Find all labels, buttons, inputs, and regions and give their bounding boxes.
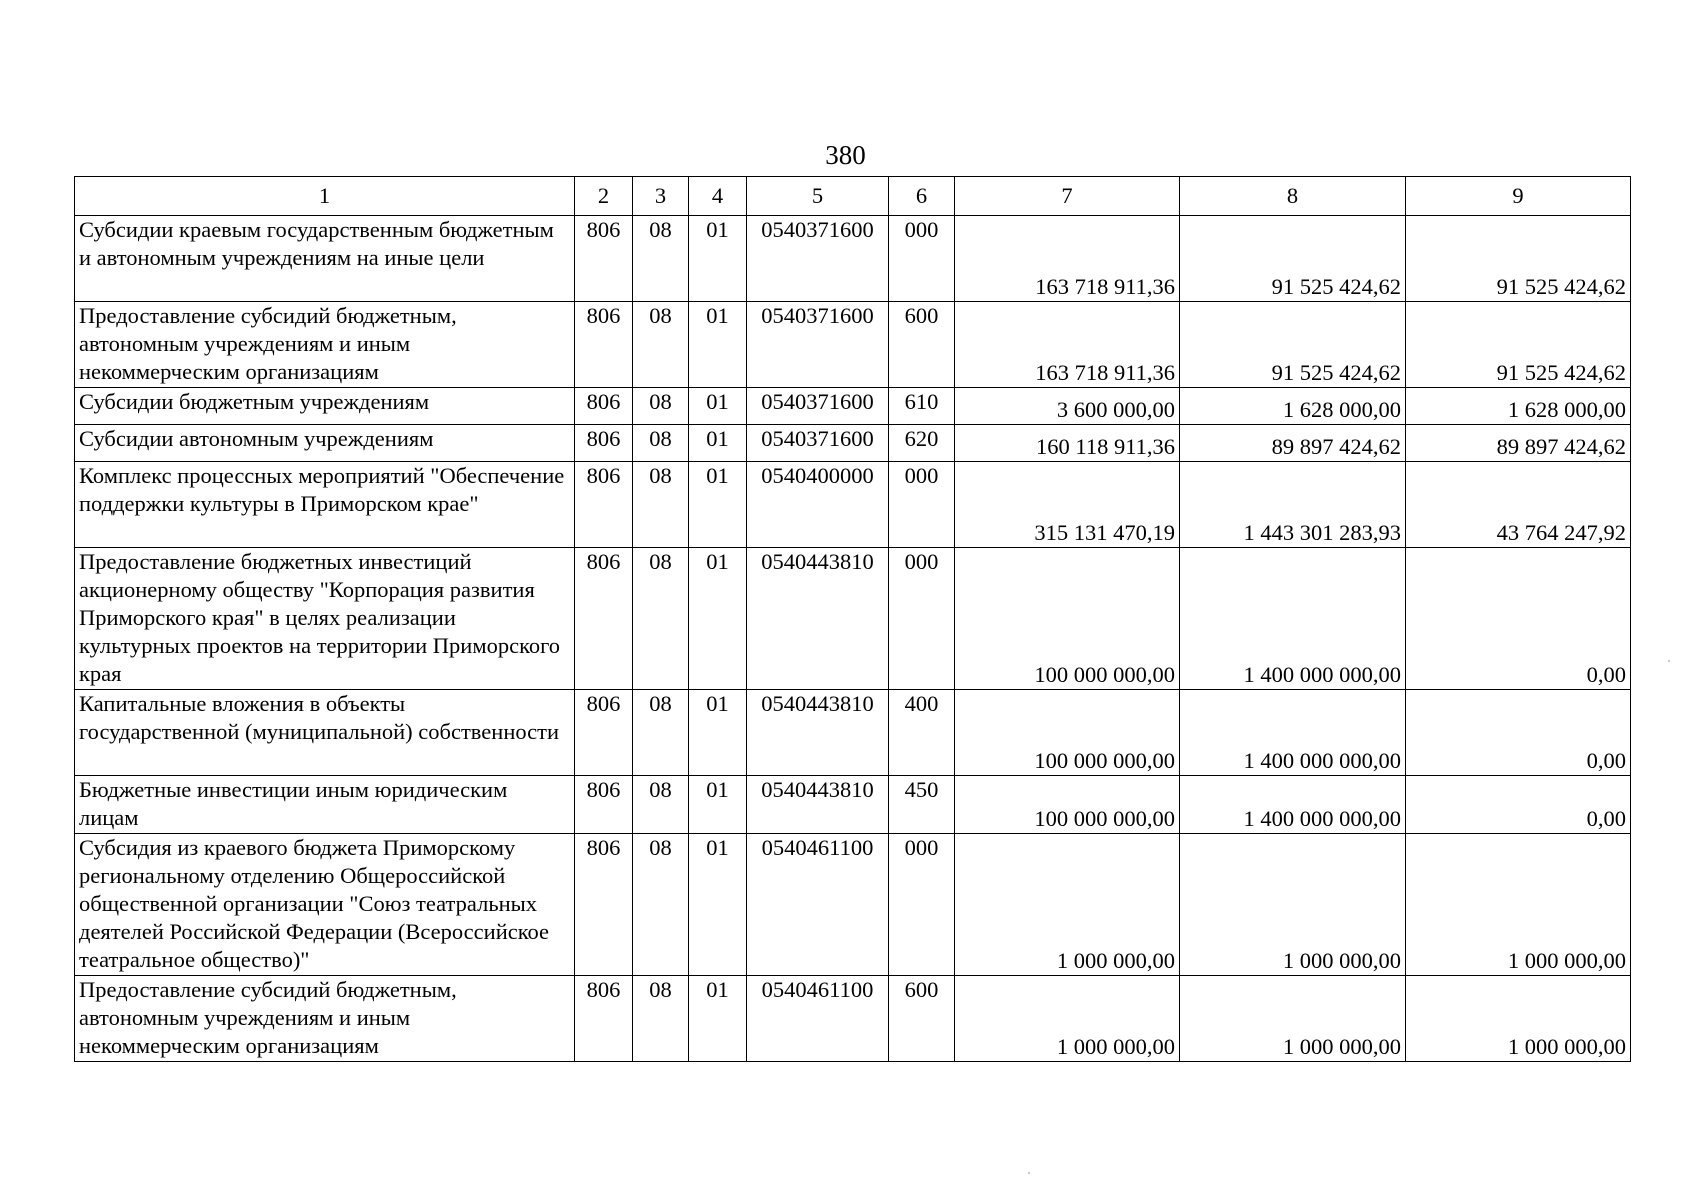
row-code-3: 08 — [633, 548, 689, 690]
row-amount-9: 1 628 000,00 — [1406, 388, 1631, 425]
row-name: Бюджетные инвестиции иным юридическим лицам — [75, 776, 575, 834]
row-code-6: 000 — [889, 462, 955, 548]
row-code-5: 0540371600 — [747, 388, 889, 425]
row-code-2: 806 — [575, 425, 633, 462]
row-name: Субсидии краевым государственным бюджетным и автономным учреждениям на иные цели — [75, 216, 575, 302]
row-amount-7: 1 000 000,00 — [955, 976, 1180, 1062]
row-amount-8: 91 525 424,62 — [1180, 216, 1406, 302]
row-code-2: 806 — [575, 388, 633, 425]
row-code-6: 000 — [889, 834, 955, 976]
row-code-2: 806 — [575, 976, 633, 1062]
row-code-6: 450 — [889, 776, 955, 834]
row-code-4: 01 — [689, 388, 747, 425]
row-amount-7: 1 000 000,00 — [955, 834, 1180, 976]
table-row — [75, 690, 1631, 776]
row-code-3: 08 — [633, 462, 689, 548]
row-amount-9: 91 525 424,62 — [1406, 216, 1631, 302]
table-row — [75, 776, 1631, 834]
row-name: Субсидии бюджетным учреждениям — [75, 388, 575, 425]
row-code-6: 620 — [889, 425, 955, 462]
row-code-5: 0540443810 — [747, 548, 889, 690]
row-code-6: 600 — [889, 302, 955, 388]
row-amount-9: 43 764 247,92 — [1406, 462, 1631, 548]
column-header: 8 — [1180, 177, 1406, 216]
row-name: Предоставление субсидий бюджетным, автономным учреждениям и иным некоммерческим организациям — [75, 302, 575, 388]
row-amount-9: 0,00 — [1406, 690, 1631, 776]
page-number: 380 — [825, 140, 866, 170]
row-name: Субсидии автономным учреждениям — [75, 425, 575, 462]
column-header: 3 — [633, 177, 689, 216]
row-code-6: 400 — [889, 690, 955, 776]
row-amount-7: 315 131 470,19 — [955, 462, 1180, 548]
row-code-3: 08 — [633, 690, 689, 776]
row-code-3: 08 — [633, 302, 689, 388]
row-code-2: 806 — [575, 302, 633, 388]
table-row — [75, 302, 1631, 388]
row-code-2: 806 — [575, 548, 633, 690]
row-code-2: 806 — [575, 690, 633, 776]
table-row — [75, 425, 1631, 462]
table-row — [75, 976, 1631, 1062]
row-amount-7: 100 000 000,00 — [955, 690, 1180, 776]
row-code-6: 000 — [889, 548, 955, 690]
column-header: 7 — [955, 177, 1180, 216]
row-amount-9: 1 000 000,00 — [1406, 976, 1631, 1062]
row-amount-7: 160 118 911,36 — [955, 425, 1180, 462]
row-amount-8: 1 628 000,00 — [1180, 388, 1406, 425]
row-code-5: 0540371600 — [747, 216, 889, 302]
row-amount-8: 1 400 000 000,00 — [1180, 548, 1406, 690]
row-code-4: 01 — [689, 548, 747, 690]
row-code-5: 0540443810 — [747, 776, 889, 834]
row-code-4: 01 — [689, 425, 747, 462]
row-code-5: 0540400000 — [747, 462, 889, 548]
row-amount-9: 0,00 — [1406, 776, 1631, 834]
row-amount-7: 100 000 000,00 — [955, 548, 1180, 690]
row-code-3: 08 — [633, 976, 689, 1062]
row-amount-7: 163 718 911,36 — [955, 302, 1180, 388]
column-header: 2 — [575, 177, 633, 216]
scan-speck — [1668, 660, 1670, 662]
row-code-5: 0540371600 — [747, 425, 889, 462]
table-row — [75, 388, 1631, 425]
row-code-3: 08 — [633, 425, 689, 462]
table-row — [75, 834, 1631, 976]
row-amount-9: 1 000 000,00 — [1406, 834, 1631, 976]
row-amount-9: 89 897 424,62 — [1406, 425, 1631, 462]
row-code-4: 01 — [689, 976, 747, 1062]
row-code-4: 01 — [689, 834, 747, 976]
row-amount-7: 163 718 911,36 — [955, 216, 1180, 302]
row-code-5: 0540371600 — [747, 302, 889, 388]
column-header: 5 — [747, 177, 889, 216]
row-code-2: 806 — [575, 216, 633, 302]
column-header: 1 — [75, 177, 575, 216]
row-name: Предоставление бюджетных инвестиций акционерному обществу "Корпорация развития Приморского края" в целях реализации культурных проектов на территории Приморского края — [75, 548, 575, 690]
row-code-4: 01 — [689, 462, 747, 548]
row-name: Комплекс процессных мероприятий "Обеспечение поддержки культуры в Приморском крае" — [75, 462, 575, 548]
row-code-3: 08 — [633, 216, 689, 302]
table-row — [75, 462, 1631, 548]
row-code-5: 0540461100 — [747, 976, 889, 1062]
table-header-row — [75, 177, 1631, 216]
row-code-4: 01 — [689, 302, 747, 388]
row-code-6: 600 — [889, 976, 955, 1062]
row-code-3: 08 — [633, 834, 689, 976]
row-code-6: 610 — [889, 388, 955, 425]
row-code-3: 08 — [633, 388, 689, 425]
column-header: 6 — [889, 177, 955, 216]
row-name: Субсидия из краевого бюджета Приморскому региональному отделению Общероссийской общественной организации "Союз театральных деятелей Российской Федерации (Всероссийское театральное общество)" — [75, 834, 575, 976]
row-amount-9: 91 525 424,62 — [1406, 302, 1631, 388]
table-row — [75, 216, 1631, 302]
row-amount-7: 3 600 000,00 — [955, 388, 1180, 425]
row-name: Предоставление субсидий бюджетным, автономным учреждениям и иным некоммерческим организациям — [75, 976, 575, 1062]
row-amount-9: 0,00 — [1406, 548, 1631, 690]
row-amount-8: 91 525 424,62 — [1180, 302, 1406, 388]
row-code-2: 806 — [575, 776, 633, 834]
row-code-4: 01 — [689, 776, 747, 834]
row-amount-8: 89 897 424,62 — [1180, 425, 1406, 462]
row-code-2: 806 — [575, 462, 633, 548]
row-code-2: 806 — [575, 834, 633, 976]
row-amount-8: 1 000 000,00 — [1180, 976, 1406, 1062]
row-code-4: 01 — [689, 690, 747, 776]
row-name: Капитальные вложения в объекты государственной (муниципальной) собственности — [75, 690, 575, 776]
row-amount-7: 100 000 000,00 — [955, 776, 1180, 834]
column-header: 9 — [1406, 177, 1631, 216]
row-amount-8: 1 000 000,00 — [1180, 834, 1406, 976]
row-code-3: 08 — [633, 776, 689, 834]
budget-table — [74, 176, 1631, 1062]
row-code-4: 01 — [689, 216, 747, 302]
row-amount-8: 1 400 000 000,00 — [1180, 690, 1406, 776]
scan-speck — [1028, 1172, 1030, 1174]
row-amount-8: 1 443 301 283,93 — [1180, 462, 1406, 548]
row-code-6: 000 — [889, 216, 955, 302]
row-code-5: 0540443810 — [747, 690, 889, 776]
row-amount-8: 1 400 000 000,00 — [1180, 776, 1406, 834]
column-header: 4 — [689, 177, 747, 216]
table-row — [75, 548, 1631, 690]
row-code-5: 0540461100 — [747, 834, 889, 976]
